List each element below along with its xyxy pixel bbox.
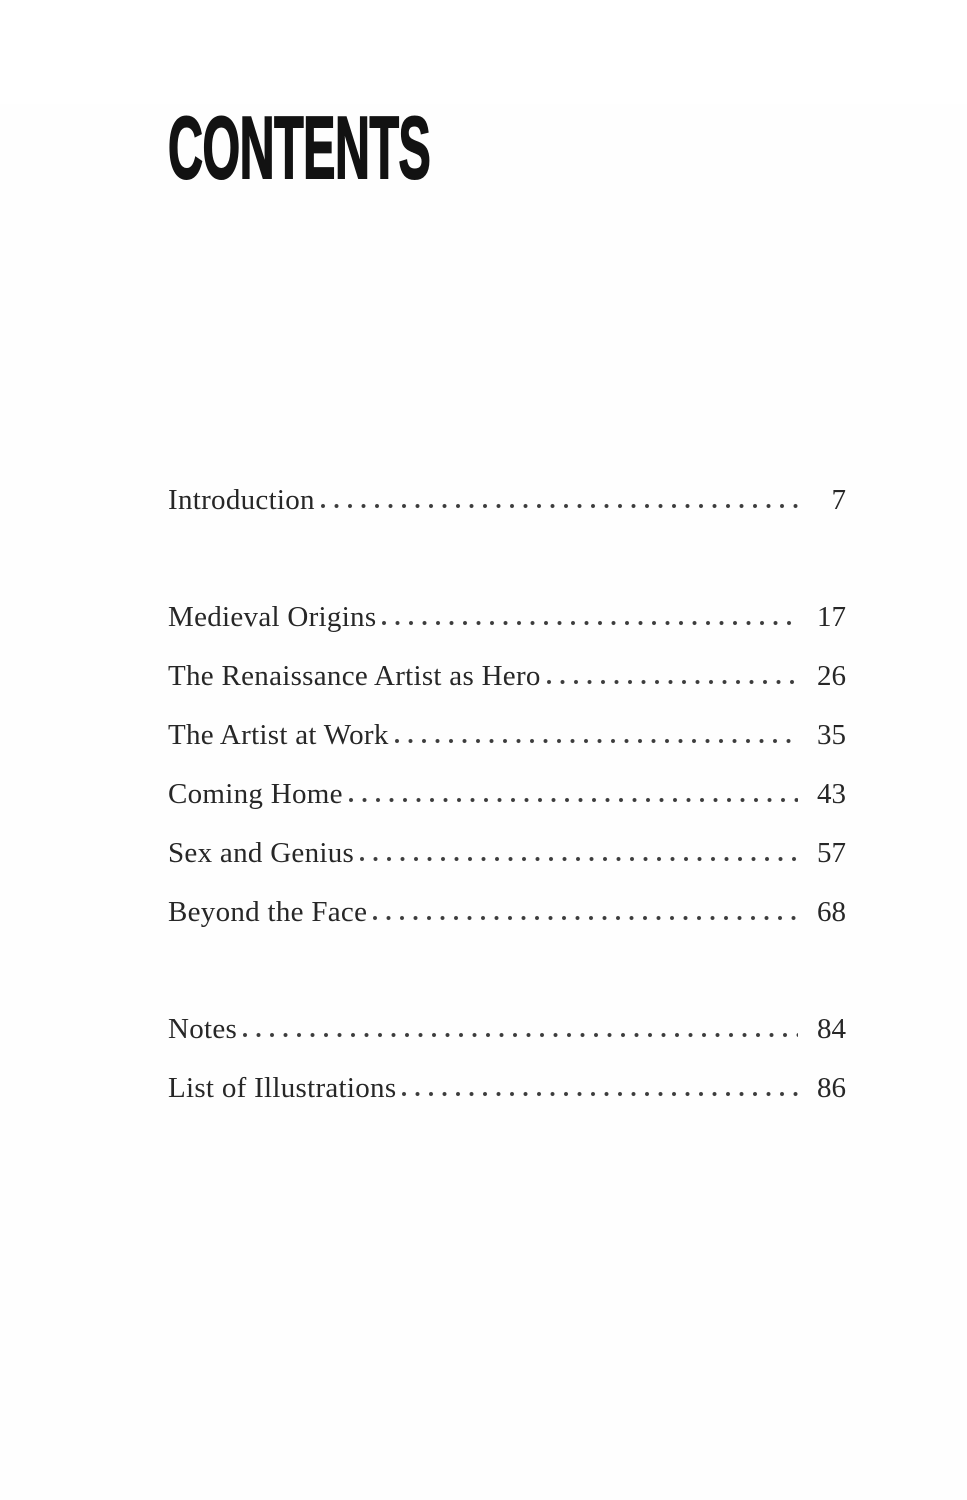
toc-entry-label: Introduction: [168, 484, 315, 516]
toc-page-number: 7: [831, 484, 846, 516]
toc-page-number: 57: [817, 837, 846, 869]
toc-row: [168, 824, 846, 883]
page-title-text: CONTENTS: [168, 98, 431, 197]
toc-entry-label: The Renaissance Artist as Hero: [168, 660, 541, 692]
dot-leader: [360, 856, 798, 862]
toc-row: [168, 706, 846, 765]
toc-entry-label: The Artist at Work: [168, 719, 389, 751]
toc-page-number: 17: [817, 601, 846, 633]
toc-row: [168, 588, 846, 647]
dot-leader: [321, 503, 798, 509]
toc-section-1: [168, 471, 846, 530]
page-title: [168, 98, 967, 197]
table-of-contents: [168, 471, 846, 1118]
dot-leader: [382, 620, 798, 626]
toc-row: [168, 647, 846, 706]
toc-entry-label: List of Illustrations: [168, 1072, 397, 1104]
toc-page-number: 26: [817, 660, 846, 692]
dot-leader: [547, 679, 798, 685]
book-contents-page: [0, 98, 967, 1500]
toc-row: [168, 471, 846, 530]
toc-entry-label: Beyond the Face: [168, 896, 368, 928]
dot-leader: [349, 797, 798, 803]
dot-leader: [243, 1032, 798, 1038]
toc-row: [168, 765, 846, 824]
dot-leader: [402, 1091, 798, 1097]
dot-leader: [395, 738, 798, 744]
toc-entry-label: Notes: [168, 1013, 238, 1045]
toc-entry-label: Coming Home: [168, 778, 343, 810]
toc-row: [168, 1059, 846, 1118]
toc-row: [168, 883, 846, 942]
toc-page-number: 84: [817, 1013, 846, 1045]
toc-entry-label: Medieval Origins: [168, 601, 377, 633]
toc-page-number: 86: [817, 1072, 846, 1104]
toc-section-2: [168, 588, 846, 942]
toc-page-number: 68: [817, 896, 846, 928]
toc-page-number: 35: [817, 719, 846, 751]
toc-row: [168, 1000, 846, 1059]
dot-leader: [373, 915, 798, 921]
toc-section-3: [168, 1000, 846, 1118]
toc-entry-label: Sex and Genius: [168, 837, 355, 869]
toc-page-number: 43: [817, 778, 846, 810]
